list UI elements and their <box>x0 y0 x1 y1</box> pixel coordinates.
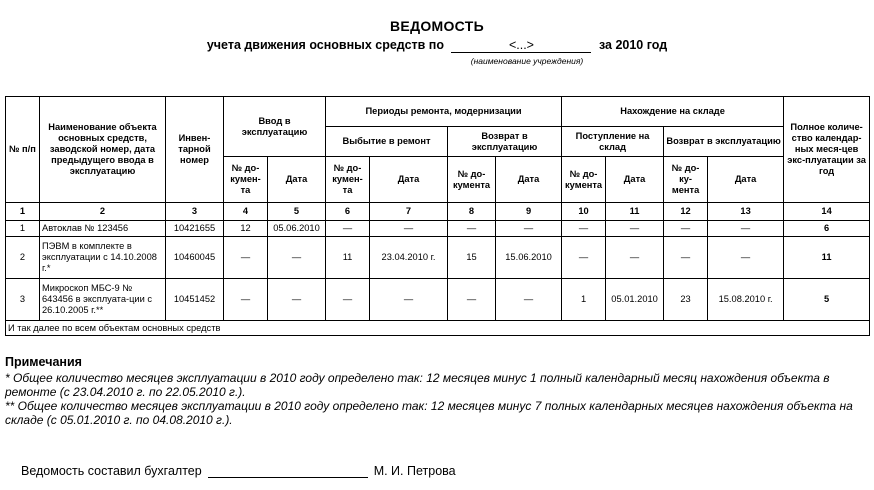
header-doc-no: № до-кумента <box>562 157 606 203</box>
col-number: 7 <box>370 203 448 221</box>
cell: 6 <box>784 221 870 237</box>
cell: — <box>562 221 606 237</box>
document-title: ВЕДОМОСТЬ <box>390 18 484 34</box>
institution-blank: <...> <box>451 38 591 53</box>
cell: 1 <box>6 221 40 237</box>
header-date: Дата <box>496 157 562 203</box>
notes-section <box>5 355 869 427</box>
header-repair-out: Выбытие в ремонт <box>326 127 448 157</box>
header-wh-back: Возврат в эксплуатацию <box>664 127 784 157</box>
cell: — <box>496 221 562 237</box>
header-name: Наименование объекта основных средств, заводской номер, дата предыдущего ввода в эксплуатацию <box>40 97 166 203</box>
cell: 15 <box>448 237 496 279</box>
cell: — <box>606 237 664 279</box>
cell: — <box>268 279 326 321</box>
cell: — <box>370 221 448 237</box>
notes-heading: Примечания <box>5 355 82 369</box>
table-row <box>6 279 870 321</box>
document-header <box>0 18 874 66</box>
cell: — <box>268 237 326 279</box>
cell: Микроскоп МБС-9 № 643456 в эксплуата-ции с 26.10.2005 г.** <box>40 279 166 321</box>
col-number: 12 <box>664 203 708 221</box>
cell: 23.04.2010 г. <box>370 237 448 279</box>
header-date: Дата <box>606 157 664 203</box>
cell: 1 <box>562 279 606 321</box>
cell: 5 <box>784 279 870 321</box>
column-numbers-row <box>6 203 870 221</box>
header-total: Полное количе-ство календар-ных меся-цев экс-плуатации за год <box>784 97 870 203</box>
header-doc-no: № до-ку-мента <box>664 157 708 203</box>
cell: 23 <box>664 279 708 321</box>
header-num: № п/п <box>6 97 40 203</box>
header-date: Дата <box>370 157 448 203</box>
cell: — <box>370 279 448 321</box>
col-number: 11 <box>606 203 664 221</box>
cell: — <box>326 221 370 237</box>
header-date: Дата <box>268 157 326 203</box>
footer-row-text: И так далее по всем объектам основных средств <box>6 321 870 336</box>
header-date: Дата <box>708 157 784 203</box>
header-warehouse: Нахождение на складе <box>562 97 784 127</box>
note-2: ** Общее количество месяцев эксплуатации в 2010 году определено так: 12 месяцев минус 7 полных календарных месяцев нахождения объекта на складе (с 05.01.2010 г. по 04.08.2010 г.). <box>5 399 853 427</box>
cell: — <box>562 237 606 279</box>
cell: — <box>606 221 664 237</box>
cell: 10451452 <box>166 279 224 321</box>
cell: 10421655 <box>166 221 224 237</box>
col-number: 6 <box>326 203 370 221</box>
cell: — <box>708 237 784 279</box>
cell: — <box>664 221 708 237</box>
header-repair: Периоды ремонта, модернизации <box>326 97 562 127</box>
cell: ПЭВМ в комплекте в эксплуатации с 14.10.2008 г.* <box>40 237 166 279</box>
col-number: 4 <box>224 203 268 221</box>
subtitle-suffix: за 2010 год <box>598 38 668 52</box>
col-number: 9 <box>496 203 562 221</box>
col-number: 3 <box>166 203 224 221</box>
signature-label: Ведомость составил бухгалтер <box>21 464 202 478</box>
cell: 11 <box>326 237 370 279</box>
table-row <box>6 237 870 279</box>
institution-note: (наименование учреждения) <box>470 56 584 66</box>
subtitle-prefix: учета движения основных средств по <box>206 38 444 52</box>
header-intro: Ввод в эксплуатацию <box>224 97 326 157</box>
cell: 2 <box>6 237 40 279</box>
cell: — <box>496 279 562 321</box>
cell: 05.06.2010 <box>268 221 326 237</box>
cell: Автоклав № 123456 <box>40 221 166 237</box>
signature-line <box>21 464 456 478</box>
col-number: 5 <box>268 203 326 221</box>
header-doc-no: № до-кумента <box>448 157 496 203</box>
header-doc-no: № до-кумен-та <box>326 157 370 203</box>
cell: — <box>448 279 496 321</box>
col-number: 14 <box>784 203 870 221</box>
cell: 05.01.2010 <box>606 279 664 321</box>
table-footer-row <box>6 321 870 336</box>
col-number: 2 <box>40 203 166 221</box>
col-number: 13 <box>708 203 784 221</box>
cell: — <box>664 237 708 279</box>
note-1: * Общее количество месяцев эксплуатации в 2010 году определено так: 12 месяцев минус 1 полный календарный месяц нахождения объекта в ремонте (с 23.04.2010 г. по 22.05.2010 г.). <box>5 371 830 399</box>
header-doc-no: № до-кумен-та <box>224 157 268 203</box>
col-number: 10 <box>562 203 606 221</box>
header-inventory: Инвен-тарной номер <box>166 97 224 203</box>
cell: — <box>326 279 370 321</box>
cell: 15.08.2010 г. <box>708 279 784 321</box>
document-subtitle <box>0 38 874 66</box>
cell: — <box>708 221 784 237</box>
signature-blank <box>208 465 368 478</box>
cell: — <box>224 237 268 279</box>
col-number: 8 <box>448 203 496 221</box>
cell: — <box>224 279 268 321</box>
table-row <box>6 221 870 237</box>
register-table <box>5 96 870 336</box>
col-number: 1 <box>6 203 40 221</box>
cell: 3 <box>6 279 40 321</box>
cell: 11 <box>784 237 870 279</box>
cell: 15.06.2010 <box>496 237 562 279</box>
header-repair-back: Возврат в эксплуатацию <box>448 127 562 157</box>
signer-name: М. И. Петрова <box>373 464 456 478</box>
cell: — <box>448 221 496 237</box>
cell: 12 <box>224 221 268 237</box>
header-wh-in: Поступление на склад <box>562 127 664 157</box>
cell: 10460045 <box>166 237 224 279</box>
